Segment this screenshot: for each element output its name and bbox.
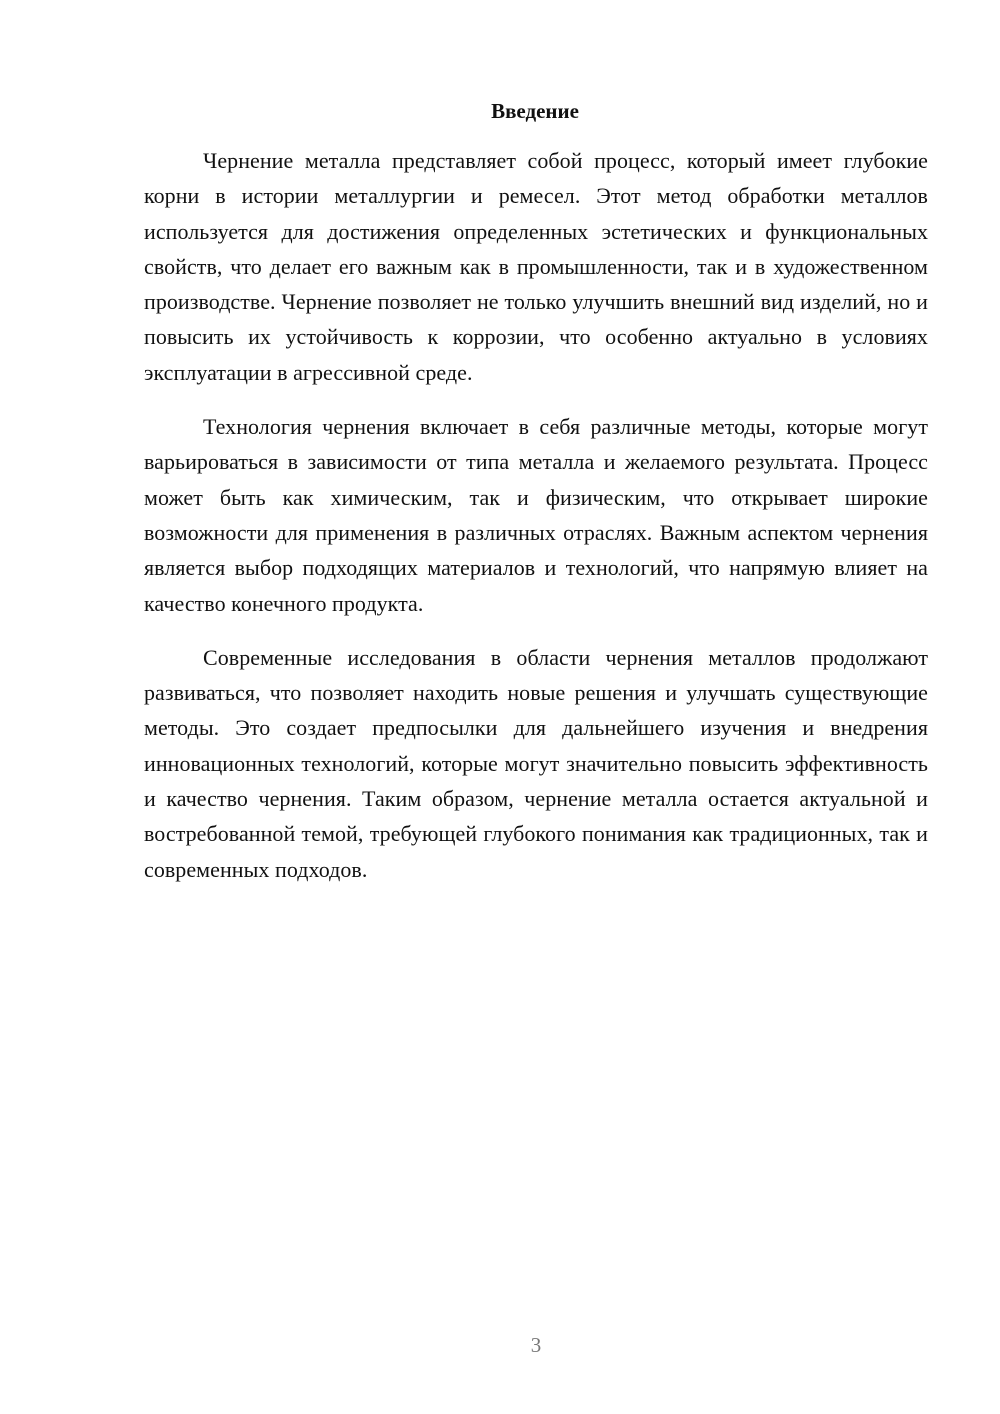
paragraph-2: Технология чернения включает в себя различные методы, которые могут варьироваться в зависимости от типа металла и желаемого результата. Процесс может быть как химическим, так и физическим, что открывает широкие возможности для применения в различных отраслях. Важным аспектом чернения является выбор подходящих материалов и технологий, что напрямую влияет на качество конечного продукта.	[144, 414, 928, 616]
paragraph-1: Чернение металла представляет собой процесс, который имеет глубокие корни в истории металлургии и ремесел. Этот метод обработки металлов используется для достижения определенных эстетических и функциональных свойств, что делает его важным как в промышленности, так и в художественном производстве. Чернение позволяет не только улучшить внешний вид изделий, но и повысить их устойчивость к коррозии, что особенно актуально в условиях эксплуатации в агрессивной среде.	[144, 148, 928, 385]
page-title: Введение	[491, 99, 579, 123]
paragraph-3: Современные исследования в области чернения металлов продолжают развиваться, что позволяет находить новые решения и улучшать существующие методы. Это создает предпосылки для дальнейшего изучения и внедрения инновационных технологий, которые могут значительно повысить эффективность и качество чернения. Таким образом, чернение металла остается актуальной и востребованной темой, требующей глубокого понимания как традиционных, так и современных подходов.	[144, 644, 928, 882]
body-text	[144, 143, 928, 906]
page-number: 3	[530, 1333, 542, 1357]
